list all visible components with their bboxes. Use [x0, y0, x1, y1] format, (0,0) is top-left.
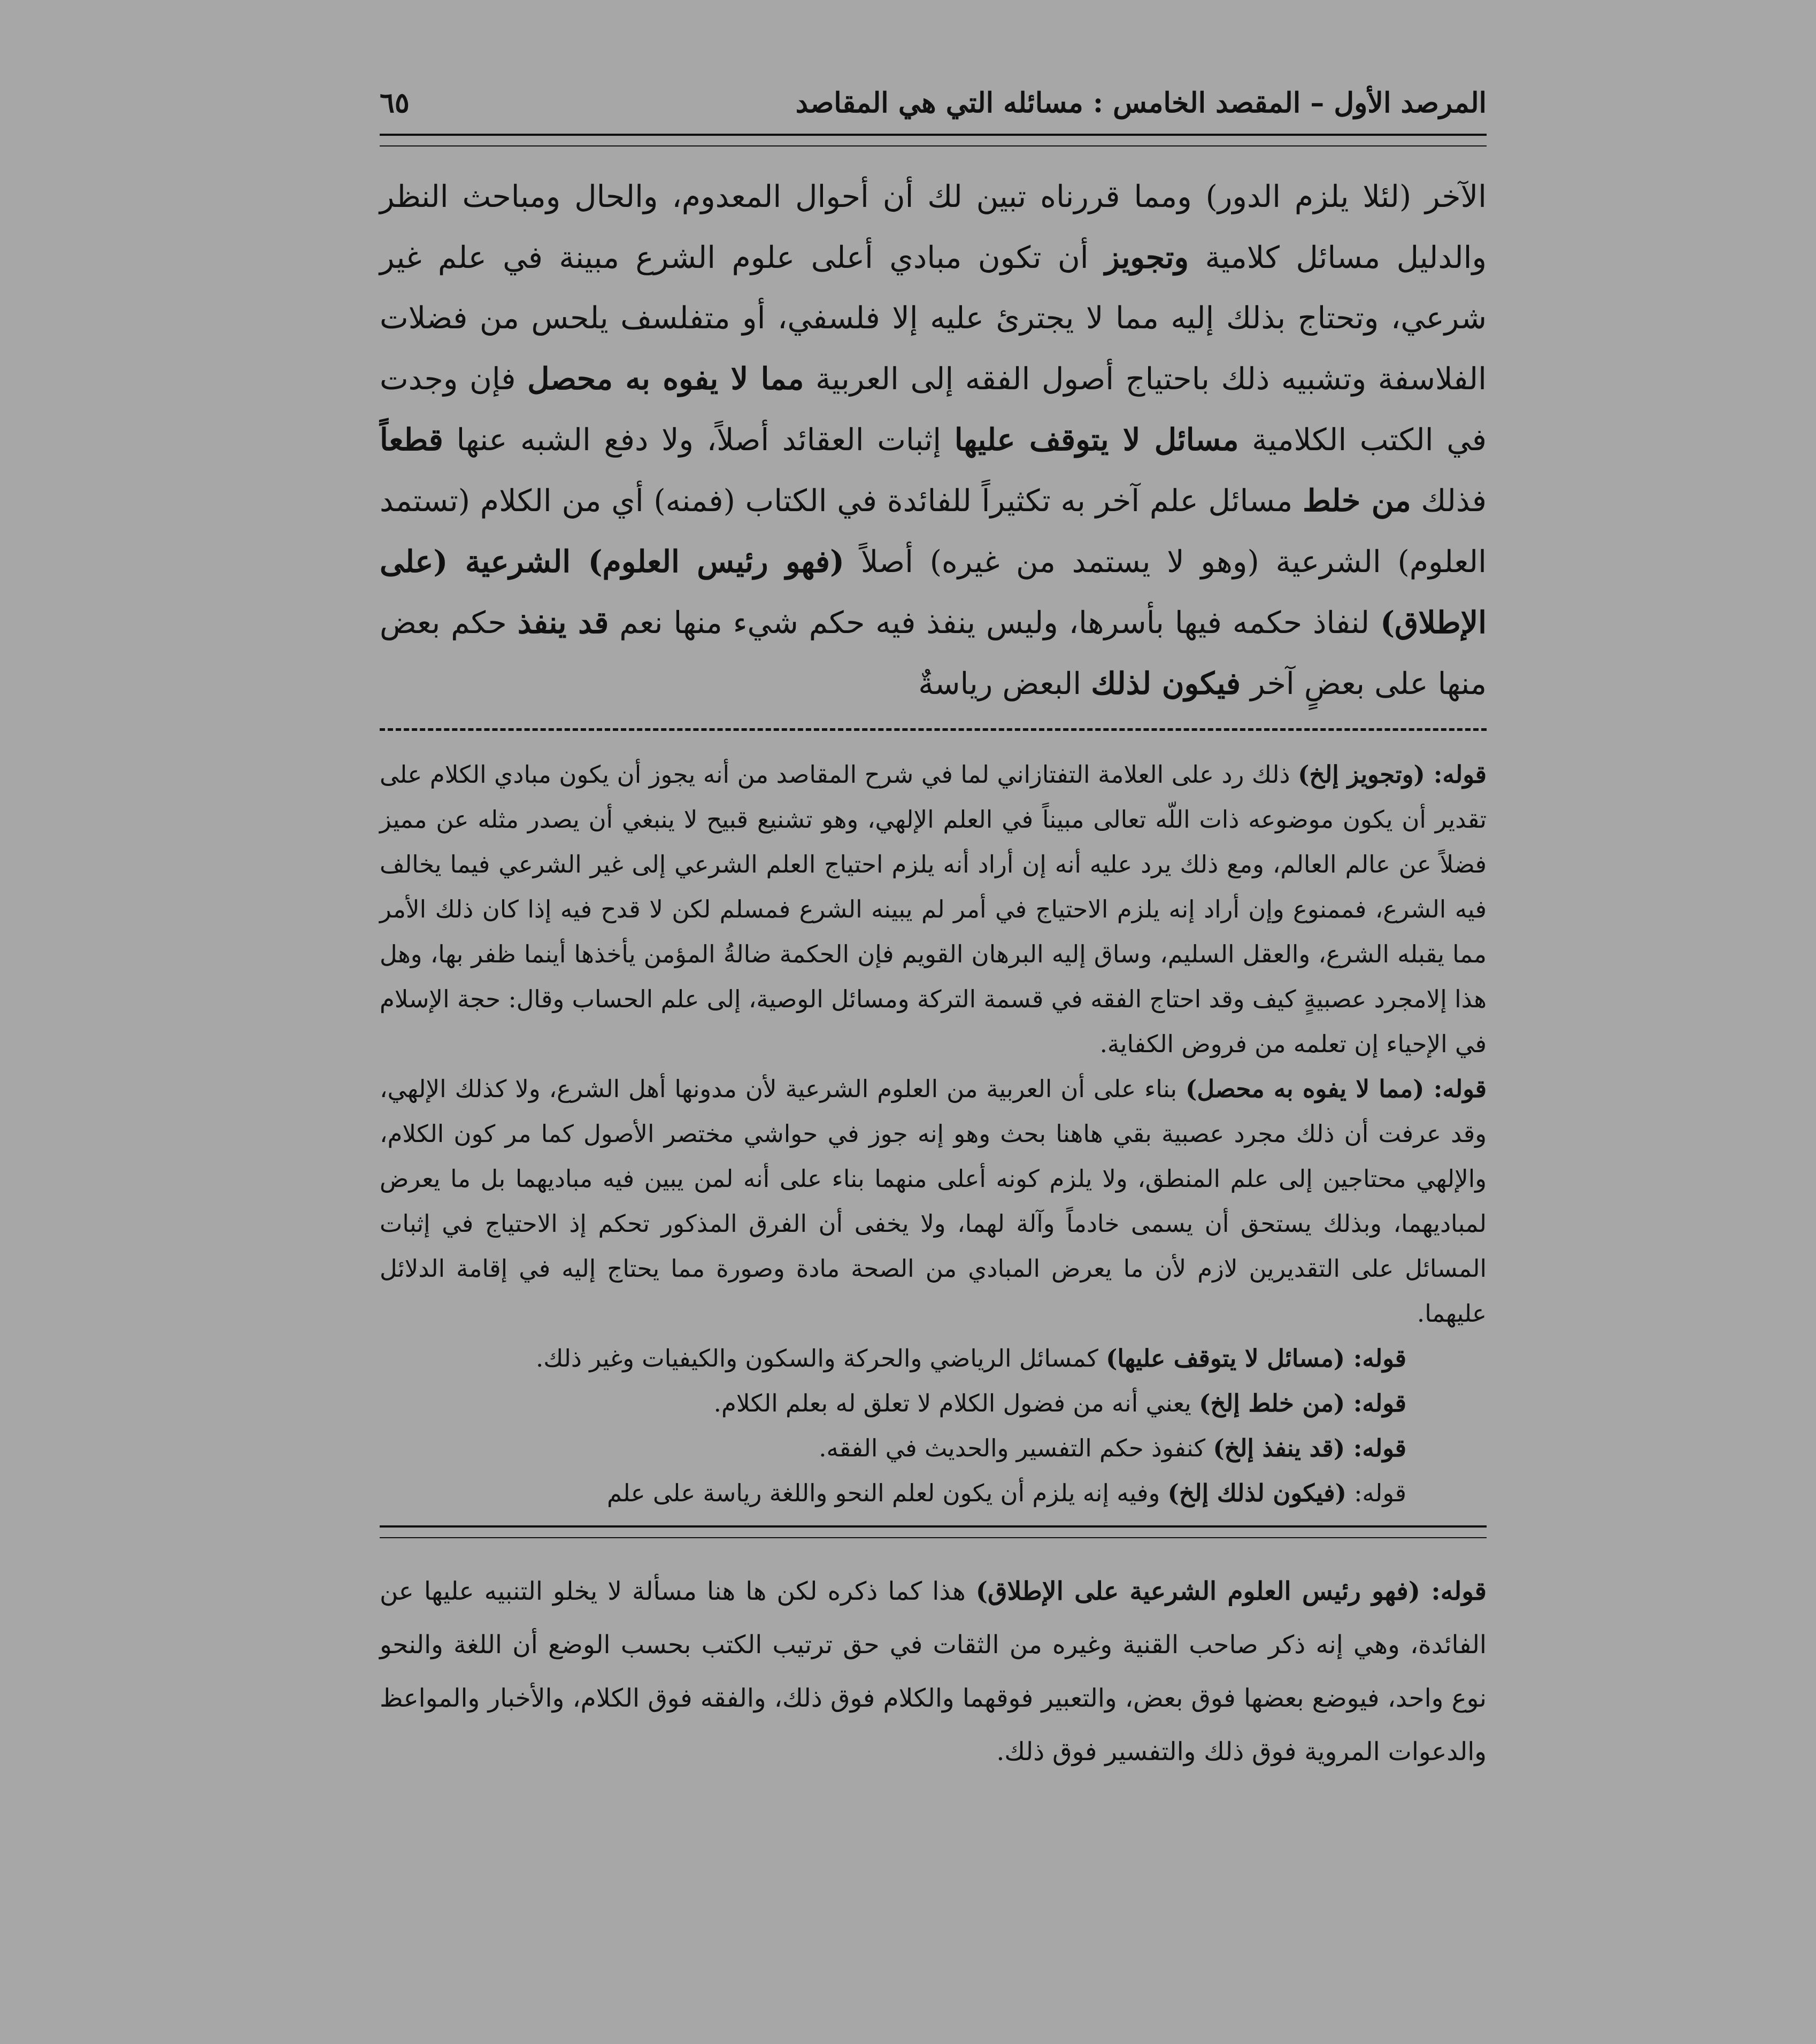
bottom-commentary [380, 1565, 1487, 1779]
note-item: قوله: (فيكون لذلك إلخ) وفيه إنه يلزم أن يكون لعلم النحو واللغة رياسة على علم [606, 1479, 1406, 1507]
running-title: المرصد الأول – المقصد الخامس : مسائله التي هي المقاصد [795, 87, 1487, 119]
dashed-separator [380, 728, 1487, 731]
note-item: قوله: (وتجويز إلخ) ذلك رد على العلامة التفتازاني لما في شرح المقاصد من أنه يجوز أن يكون مبادي الكلام على تقدير أن يكون موضوعه ذات اللّه تعالى مبيناً في العلم الإلهي، وهو تشنيع قبيح لا ينبغي أن يصدر مثله عن مميز فضلاً عن عالم العالم، ومع ذلك يرد عليه أنه إن أراد أنه يلزم احتياج العلم الشرعي إلى غير الشرعي فيما يخالف فيه الشرع، فممنوع وإن أراد إنه يلزم الاحتياج في أمر لم يبينه الشرع فمسلم لكن لا قدح فيه إذا كان ذلك الأمر مما يقبله الشرع، والعقل السليم، وساق إليه البرهان القويم فإن الحكمة ضالةُ المؤمن يأخذها أينما ظفر بها، وهل هذا إلامجرد عصبيةٍ كيف وقد احتاج الفقه في قسمة التركة ومسائل الوصية، إلى علم الحساب وقال: حجة الإسلام في الإحياء إن تعلمه من فروض الكفاية. [380, 760, 1487, 1058]
page-header [380, 75, 1487, 134]
note-item: قوله: (فهو رئيس العلوم الشرعية على الإطلاق) هذا كما ذكره لكن ها هنا مسألة لا يخلو التنبيه عليها عن الفائدة، وهي إنه ذكر صاحب القنية وغيره من الثقات في حق ترتيب الكتب بحسب الوضع أن اللغة والنحو نوع واحد، فيوضع بعضها فوق بعض، والتعبير فوقهما والكلام فوق ذلك، والفقه فوق الكلام، والأخبار والمواعظ والدعوات المروية فوق ذلك والتفسير فوق ذلك. [380, 1577, 1487, 1767]
header-rule [380, 134, 1487, 146]
main-paragraph: الآخر (لئلا يلزم الدور) ومما قررناه تبين لك أن أحوال المعدوم، والحال ومباحث النظر والدليل مسائل كلامية وتجويز أن تكون مبادي أعلى علوم الشرع مبينة في علم غير شرعي، وتحتاج بذلك إليه مما لا يجترئ عليه إلا فلسفي، أو متفلسف يلحس من فضلات الفلاسفة وتشبيه ذلك باحتياج أصول الفقه إلى العربية مما لا يفوه به محصل فإن وجدت في الكتب الكلامية مسائل لا يتوقف عليها إثبات العقائد أصلاً، ولا دفع الشبه عنها قطعاً فذلك من خلط مسائل علم آخر به تكثيراً للفائدة في الكتاب (فمنه) أي من الكلام (تستمد العلوم) الشرعية (وهو لا يستمد من غيره) أصلاً (فهو رئيس العلوم) الشرعية (على الإطلاق) لنفاذ حكمه فيها بأسرها، وليس ينفذ فيه حكم شيء منها نعم قد ينفذ حكم بعض منها على بعضٍ آخر فيكون لذلك البعض رياسةٌ [380, 179, 1487, 701]
note-item: قوله: (من خلط إلخ) يعني أنه من فضول الكلام لا تعلق له بعلم الكلام. [713, 1389, 1406, 1417]
document-page [380, 75, 1487, 1893]
note-item: قوله: (قد ينفذ إلخ) كنفوذ حكم التفسير والحديث في الفقه. [819, 1434, 1406, 1462]
note-item: قوله: (مسائل لا يتوقف عليها) كمسائل الرياضي والحركة والسكون والكيفيات وغير ذلك. [535, 1344, 1406, 1372]
footnote-rule [380, 1525, 1487, 1538]
note-item: قوله: (مما لا يفوه به محصل) بناء على أن العربية من العلوم الشرعية لأن مدونها أهل الشرع، ولا كذلك الإلهي، وقد عرفت أن ذلك مجرد عصبية بقي هاهنا بحث وهو إنه جوز في حواشي مختصر الأصول كما مر كون الكلام، والإلهي محتاجين إلى علم المنطق، ولا يلزم كونه أعلى منهما بناء على أنه لمن يبين فيه مباديهما بل ما يعرض لمباديهما، وبذلك يستحق أن يسمى خادماً وآلة لهما، ولا يخفى أن الفرق المذكور تحكم إذ الاحتياج في إثبات المسائل على التقديرين لازم لأن ما يعرض المبادي من الصحة مادة وصورة مما يحتاج إليه في إقامة الدلائل عليهما. [380, 1075, 1487, 1328]
main-text [380, 167, 1487, 714]
commentary-notes [380, 752, 1487, 1516]
page-number: ٦٥ [380, 87, 410, 119]
